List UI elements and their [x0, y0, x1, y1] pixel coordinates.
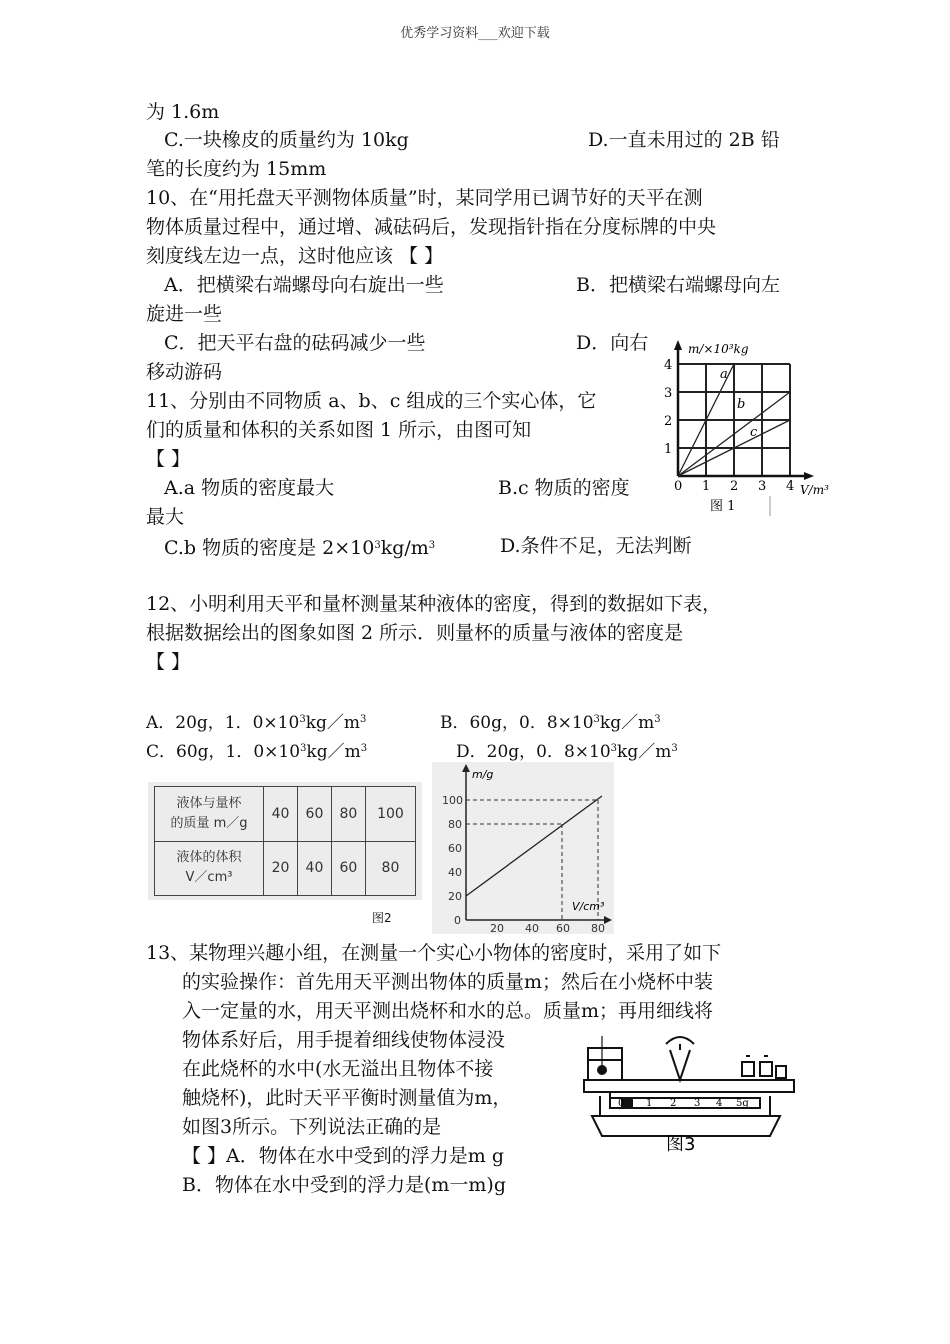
q11-line: 11、分别由不同物质 a、b、c 组成的三个实心体，它 [146, 390, 597, 412]
y-tick: 0 [454, 914, 461, 927]
q10-option-b: B．把横梁右端螺母向左 [576, 274, 780, 296]
figure-2-caption: 图2 [372, 911, 392, 925]
y-axis-label: m/g [472, 768, 494, 781]
q12-option-c: C．60g，1．$0\times 10^3kg/m^3$ [146, 742, 368, 762]
x-tick: 0 [674, 479, 683, 494]
q12-line: 12、小明利用天平和量杯测量某种液体的密度，得到的数据如下表， [146, 593, 722, 615]
q11-option-b-cont: 最大 [146, 506, 185, 528]
x-tick: 2 [730, 479, 739, 494]
x-tick: 60 [556, 922, 570, 934]
y-axis-label: m/×10³kg [688, 342, 749, 356]
table-cell: 60 [297, 787, 331, 842]
y-tick: 3 [664, 386, 673, 401]
q10-option-d-cont: 移动游码 [146, 361, 223, 383]
q12-option-a: A．20g，1．$0\times 10^3kg/m^3$ [146, 713, 367, 733]
table-cell: 20 [264, 841, 298, 896]
y-tick: 20 [448, 890, 462, 903]
q10-option-c: C．把天平右盘的砝码减少一些 [164, 332, 426, 354]
q10-line: 刻度线左边一点，这时他应该 【 】 [146, 245, 444, 267]
q13-line: 如图3所示。下列说法正确的是 [182, 1116, 442, 1138]
q12-line: 根据数据绘出的图象如图 2 所示．则量杯的质量与液体的密度是 [146, 622, 684, 644]
y-tick: 80 [448, 818, 462, 831]
option-d: D.一直未用过的 2B 铅 [588, 129, 780, 151]
figure-1-chart [650, 336, 840, 516]
q13-line: 13、某物理兴趣小组，在测量一个实心小物体的密度时，采用了如下 [146, 942, 722, 964]
q12-option-b: B．60g，0．$8\times 10^3kg/m^3$ [440, 713, 661, 733]
data-table-image [148, 782, 422, 900]
data-table [154, 786, 416, 896]
x-tick: 1 [702, 479, 711, 494]
y-tick: 4 [664, 358, 673, 373]
q13-line: 入一定量的水，用天平测出烧杯和水的总。质量m；再用细线将 [182, 1000, 714, 1022]
q12-line: 【 】 [146, 651, 191, 673]
scale-tick: 2 [670, 1098, 677, 1109]
y-tick: 100 [442, 794, 463, 807]
figure-3-caption: 图3 [666, 1134, 696, 1152]
row-label: 液体的体积 V／cm³ [155, 841, 264, 896]
x-tick: 80 [591, 922, 605, 934]
table-cell: 80 [365, 841, 415, 896]
scale-tick: 5g [736, 1098, 749, 1109]
page-header: 优秀学习资料___欢迎下载 [400, 26, 550, 41]
x-tick: 3 [758, 479, 767, 494]
q13-option-b: B．物体在水中受到的浮力是(m一m)g [182, 1174, 506, 1196]
table-cell: 40 [264, 787, 298, 842]
series-b-label: b [737, 397, 746, 412]
q11-line: 【 】 [146, 448, 191, 470]
table-cell: 60 [331, 841, 365, 896]
q11-line: 们的质量和体积的关系如图 1 所示，由图可知 [146, 419, 532, 441]
scale-tick: 0 [618, 1098, 625, 1109]
figure-1-caption: 图 1 [710, 499, 736, 514]
y-tick: 60 [448, 842, 462, 855]
y-tick: 1 [664, 442, 673, 457]
x-tick: 40 [525, 922, 539, 934]
q13-line: 触烧杯)，此时天平平衡时测量值为m， [182, 1087, 512, 1109]
table-cell: 80 [331, 787, 365, 842]
q10-line: 物体质量过程中，通过增、减砝码后，发现指针指在分度标牌的中央 [146, 216, 717, 238]
scale-tick: 4 [716, 1098, 723, 1109]
x-axis-label: V/m³ [800, 483, 829, 497]
q11-option-a: A.a 物质的密度最大 [164, 477, 335, 499]
x-axis-label: V/cm³ [572, 900, 605, 913]
text-line: 为 1.6m [146, 101, 220, 123]
option-c: C.一块橡皮的质量约为 10kg [164, 129, 409, 151]
q10-option-d: D．向右 [576, 332, 649, 354]
table-cell: 40 [297, 841, 331, 896]
x-tick: 20 [490, 922, 504, 934]
scale-tick: 3 [694, 1098, 701, 1109]
text-line: 笔的长度约为 15mm [146, 158, 327, 180]
q12-option-d: D．20g，0．$8\times 10^3kg/m^3$ [456, 742, 678, 762]
table-cell: 100 [365, 787, 415, 842]
y-tick: 2 [664, 414, 673, 429]
q10-option-b-cont: 旋进一些 [146, 303, 223, 325]
q13-line: 在此烧杯的水中(水无溢出且物体不接 [182, 1058, 494, 1080]
row-label: 液体与量杯 的质量 m／g [155, 787, 264, 842]
q10-option-a: A．把横梁右端螺母向右旋出一些 [164, 274, 444, 296]
series-c-label: c [750, 425, 758, 440]
scale-tick: 1 [646, 1098, 653, 1109]
q11-option-d: D.条件不足，无法判断 [500, 535, 692, 557]
figure-3-balance [570, 1026, 800, 1152]
series-a-label: a [720, 367, 728, 382]
q11-option-b: B.c 物质的密度 [498, 477, 630, 499]
figure-2-chart [432, 762, 614, 934]
q10-line: 10、在“用托盘天平测物体质量”时，某同学用已调节好的天平在测 [146, 187, 703, 209]
y-tick: 40 [448, 866, 462, 879]
q11-option-c: C.b 物质的密度是 $2\times 10^3kg/m^3$ [164, 537, 436, 559]
x-tick: 4 [786, 479, 795, 494]
q13-option-a: 【 】A．物体在水中受到的浮力是m g [182, 1145, 504, 1167]
q13-line: 物体系好后，用手提着细线使物体浸没 [182, 1029, 506, 1051]
q13-line: 的实验操作：首先用天平测出物体的质量m；然后在小烧杯中装 [182, 971, 714, 993]
